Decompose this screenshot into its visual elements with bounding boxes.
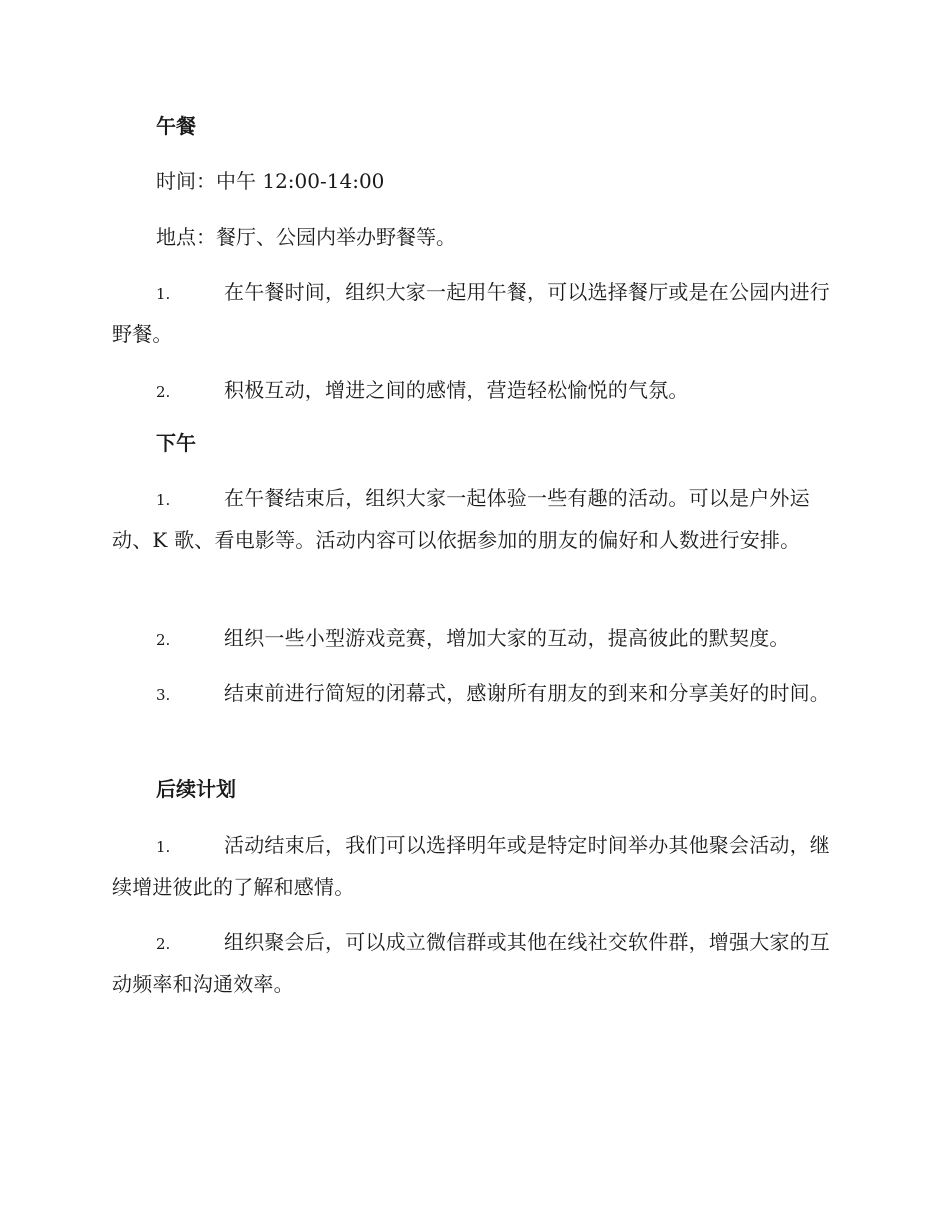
list-text: 积极互动，增进之间的感情，营造轻松愉悦的气氛。 xyxy=(224,378,689,402)
list-number: 2. xyxy=(156,935,171,953)
list-number: 2. xyxy=(156,383,171,401)
lunch-item-2 xyxy=(112,370,832,412)
afternoon-item-2 xyxy=(112,618,832,660)
list-number: 1. xyxy=(156,285,171,303)
list-text: 活动结束后，我们可以选择明年或是特定时间举办其他聚会活动，继续增进彼此的了解和感情。 xyxy=(112,833,830,899)
lunch-place: 地点：餐厅、公园内举办野餐等。 xyxy=(156,225,456,249)
list-text: 组织聚会后，可以成立微信群或其他在线社交软件群，增强大家的互动频率和沟通效率。 xyxy=(112,930,830,996)
afternoon-item-1 xyxy=(112,478,832,560)
list-number: 3. xyxy=(156,686,171,704)
afternoon-item-3 xyxy=(112,673,832,715)
list-number: 1. xyxy=(156,491,171,509)
afternoon-heading: 下午 xyxy=(156,431,196,455)
followup-heading: 后续计划 xyxy=(156,777,236,801)
list-number: 2. xyxy=(156,631,171,649)
followup-item-2 xyxy=(112,922,832,1004)
list-text: 组织一些小型游戏竞赛，增加大家的互动，提高彼此的默契度。 xyxy=(224,626,790,650)
lunch-heading: 午餐 xyxy=(156,114,196,138)
list-text: 在午餐结束后，组织大家一起体验一些有趣的活动。可以是户外运动、K 歌、看电影等。活动内容可以依据参加的朋友的偏好和人数进行安排。 xyxy=(112,486,810,552)
lunch-item-1 xyxy=(112,272,832,354)
followup-item-1 xyxy=(112,825,832,907)
list-number: 1. xyxy=(156,838,171,856)
list-text: 结束前进行简短的闭幕式，感谢所有朋友的到来和分享美好的时间。 xyxy=(224,681,830,705)
list-text: 在午餐时间，组织大家一起用午餐，可以选择餐厅或是在公园内进行野餐。 xyxy=(112,280,830,346)
lunch-time: 时间：中午 12:00-14:00 xyxy=(156,169,385,193)
